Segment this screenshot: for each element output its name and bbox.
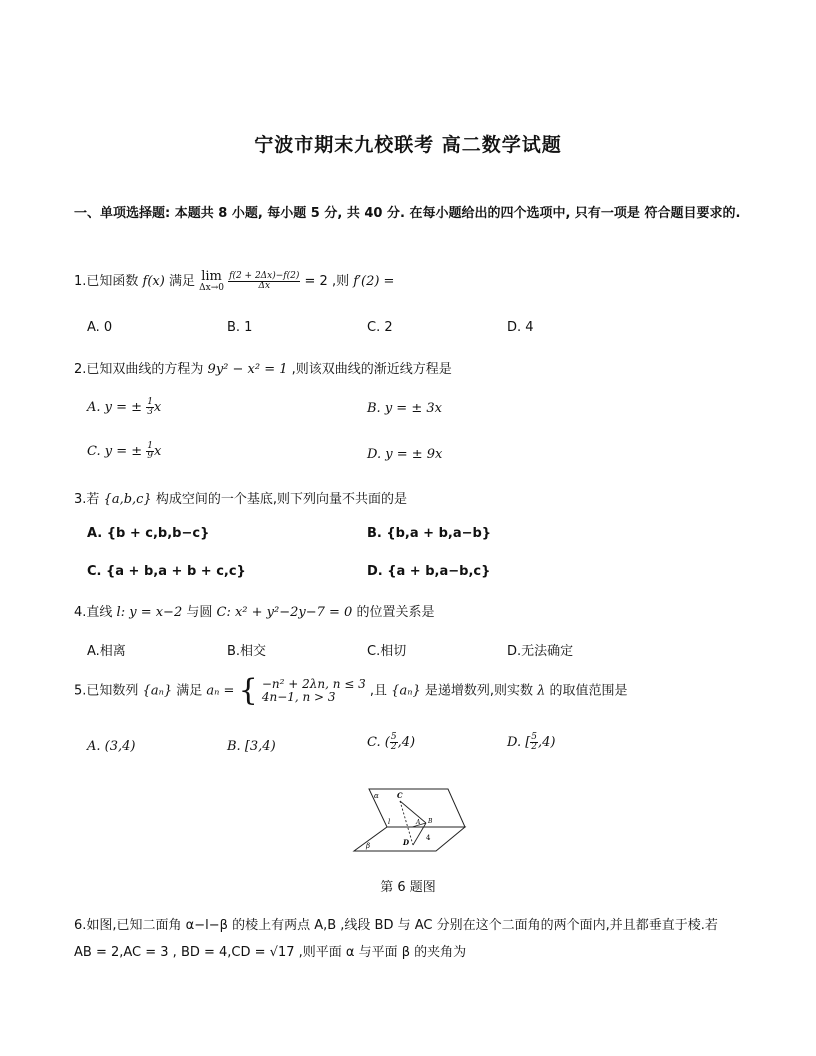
q2-pre: 2.已知双曲线的方程为 — [74, 362, 204, 377]
q4-option-c[interactable]: C.相切 — [367, 644, 407, 659]
q1-option-d[interactable]: D. 4 — [507, 320, 534, 335]
question-3 — [74, 488, 407, 507]
q4-circle: C: x² + y²−2y−7 = 0 — [216, 605, 353, 620]
q5-mid: 满足 — [176, 683, 203, 699]
question-4 — [74, 601, 435, 620]
q2-c-pre: C. y = ± — [87, 444, 143, 459]
q1-option-b[interactable]: B. 1 — [227, 320, 253, 335]
q5-seq2: {aₙ} — [391, 683, 421, 699]
q3-option-a[interactable]: A. {b + c,b,b−c} — [87, 526, 210, 541]
question-5 — [74, 673, 628, 708]
q5-lambda: λ — [537, 683, 546, 699]
q1-option-c[interactable]: C. 2 — [367, 320, 393, 335]
q5-seq: {aₙ} — [142, 683, 173, 699]
q5-c-den: 2 — [390, 742, 397, 752]
q5-post3: 的取值范围是 — [549, 683, 628, 699]
q3-option-c[interactable]: C. {a + b,a + b + c,c} — [87, 564, 246, 579]
q5-case-1: −n² + 2λn, n ≤ 3 — [261, 676, 366, 691]
q2-a-num: 1 — [147, 397, 153, 407]
q5-cases — [262, 678, 366, 704]
plane-beta — [354, 827, 465, 851]
q1-mid: 满足 — [168, 274, 195, 290]
q2-option-a[interactable] — [87, 398, 161, 417]
q3-pre: 3.若 — [74, 492, 100, 507]
q5-d-frac — [530, 733, 538, 752]
q5-option-d[interactable] — [507, 733, 556, 752]
q1-frac-num: f(2 + 2Δx)−f(2) — [229, 271, 300, 282]
q2-option-c[interactable] — [87, 442, 161, 461]
question-1 — [74, 270, 394, 293]
q5-c-frac — [390, 733, 398, 752]
q2-a-den: 3 — [147, 407, 153, 417]
q4-option-b[interactable]: B.相交 — [227, 644, 267, 659]
question-6-line-2: AB = 2,AC = 3 , BD = 4,CD = √17 ,则平面 α 与平面 β 的夹角为 — [74, 945, 467, 960]
q5-post2: 是递增数列,则实数 — [424, 683, 534, 699]
q2-post: ,则该双曲线的渐近线方程是 — [291, 362, 452, 377]
q4-line: l: y = x−2 — [116, 605, 183, 620]
q2-c-frac — [146, 442, 154, 461]
q2-option-b[interactable]: B. y = ± 3x — [367, 401, 442, 416]
q5-post1: ,且 — [369, 683, 388, 699]
q1-option-a[interactable]: A. 0 — [87, 320, 113, 335]
label-a: A — [416, 819, 421, 826]
q4-post: 的位置关系是 — [356, 605, 435, 620]
q1-fx: f(x) — [142, 274, 165, 290]
q5-pre: 5.已知数列 — [74, 683, 139, 699]
section-header: 一、单项选择题: 本题共 8 小题, 每小题 5 分, 共 40 分. 在每小题给出的四个选项中, 只有一项是 符合题目要求的. — [74, 206, 741, 221]
q2-a-frac — [146, 398, 154, 417]
q2-a-pre: A. y = ± — [87, 400, 143, 415]
q1-limit — [199, 270, 224, 293]
q1-eq: = 2 ,则 — [304, 274, 350, 290]
question-6-line-1: 6.如图,已知二面角 α−l−β 的棱上有两点 A,B ,线段 BD 与 AC 分别在这个二面角的两个面内,并且都垂直于棱.若 — [74, 918, 718, 933]
label-beta: β — [366, 842, 371, 850]
q4-option-a[interactable]: A.相离 — [87, 644, 126, 659]
q5-c-post: ,4) — [397, 735, 416, 750]
q5-option-b[interactable]: B. [3,4) — [227, 739, 276, 754]
page-title: 宁波市期末九校联考 高二数学试题 — [254, 134, 562, 156]
q4-pre: 4.直线 — [74, 605, 113, 620]
q5-d-post: ,4) — [538, 735, 556, 750]
q1-ask: f′(2) = — [353, 274, 395, 290]
q5-c-num: 5 — [390, 732, 397, 742]
q1-pre: 1.已知函数 — [74, 274, 139, 290]
label-d: D — [403, 838, 410, 847]
q3-post: 构成空间的一个基底,则下列向量不共面的是 — [155, 492, 407, 507]
dihedral-angle-figure — [352, 787, 467, 853]
q2-c-post: x — [154, 444, 162, 459]
label-4: 4 — [426, 834, 431, 842]
segment-ac — [400, 801, 426, 823]
q5-d-num: 5 — [531, 732, 538, 742]
q2-option-d[interactable]: D. y = ± 9x — [367, 447, 443, 462]
label-b: B — [428, 818, 433, 825]
q5-d-pre: D. [ — [507, 735, 531, 750]
figure-caption: 第 6 题图 — [380, 880, 436, 895]
q5-case-2: 4n−1, n > 3 — [261, 690, 336, 704]
q2-expr: 9y² − x² = 1 — [207, 362, 288, 377]
q1-fraction — [228, 272, 300, 291]
q3-option-b[interactable]: B. {b,a + b,a−b} — [367, 526, 492, 541]
q5-option-c[interactable] — [367, 733, 415, 752]
q2-a-post: x — [153, 400, 162, 415]
q2-c-num: 1 — [147, 441, 154, 451]
q5-option-a[interactable]: A. (3,4) — [87, 739, 136, 754]
q1-lim-sub: Δx→0 — [199, 282, 224, 293]
question-2 — [74, 358, 452, 377]
q5-c-pre: C. ( — [367, 735, 390, 750]
q4-option-d[interactable]: D.无法确定 — [507, 644, 574, 659]
q1-frac-den: Δx — [258, 281, 271, 292]
label-l: l — [388, 818, 391, 826]
q5-brace: { — [238, 673, 258, 708]
label-alpha: α — [374, 792, 379, 800]
q3-basis: {a,b,c} — [103, 492, 152, 507]
q3-option-d[interactable]: D. {a + b,a−b,c} — [367, 564, 491, 579]
q5-d-den: 2 — [531, 742, 538, 752]
q4-mid: 与圆 — [186, 605, 213, 620]
label-c: C — [397, 791, 403, 800]
q5-an: aₙ = — [206, 683, 235, 699]
q2-c-den: 9 — [147, 451, 154, 461]
q1-lim-word: lim — [201, 269, 222, 284]
